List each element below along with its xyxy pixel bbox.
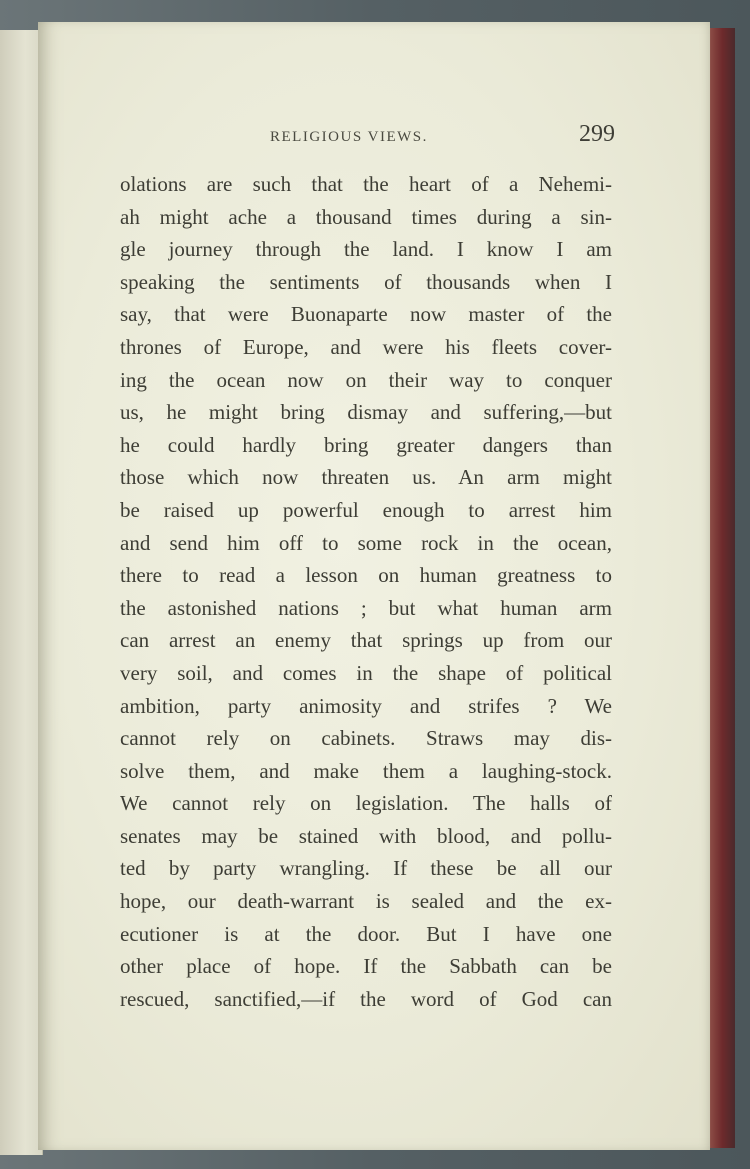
text-line: senates may be stained with blood, and pollu-	[120, 823, 612, 848]
text-line: We cannot rely on legislation. The halls of	[120, 791, 612, 816]
text-line: ah might ache a thousand times during a sin-	[120, 204, 612, 229]
text-line: olations are such that the heart of a Nehemi-	[120, 172, 612, 196]
text-line: those which now threaten us. An arm might	[120, 465, 612, 490]
text-line: and send him off to some rock in the ocean,	[120, 530, 612, 555]
text-line: there to read a lesson on human greatness to	[120, 563, 612, 588]
text-line: he could hardly bring greater dangers than	[120, 432, 612, 457]
text-line: the astonished nations ; but what human arm	[120, 595, 612, 620]
text-line: other place of hope. If the Sabbath can be	[120, 954, 612, 979]
text-line: can arrest an enemy that springs up from our	[120, 628, 612, 653]
text-line: gle journey through the land. I know I am	[120, 237, 612, 262]
page-header	[270, 121, 615, 155]
text-line: rescued, sanctified,—if the word of God can	[120, 986, 612, 1011]
text-line: ambition, party animosity and strifes ? We	[120, 693, 612, 718]
text-line: be raised up powerful enough to arrest him	[120, 497, 612, 522]
text-line: cannot rely on cabinets. Straws may dis-	[120, 726, 612, 751]
text-line: us, he might bring dismay and suffering,—but	[120, 400, 612, 425]
text-line: solve them, and make them a laughing-stock.	[120, 758, 612, 783]
running-head: RELIGIOUS VIEWS.	[270, 129, 428, 145]
text-line: speaking the sentiments of thousands when I	[120, 269, 612, 294]
text-line: very soil, and comes in the shape of political	[120, 660, 612, 685]
text-line: ing the ocean now on their way to conquer	[120, 367, 612, 392]
text-line: say, that were Buonaparte now master of the	[120, 302, 612, 327]
body-text	[120, 168, 612, 1015]
text-line: thrones of Europe, and were his fleets cover-	[120, 334, 612, 359]
left-page-edge	[0, 30, 43, 1155]
page-number: 299	[579, 121, 615, 147]
text-line: ecutioner is at the door. But I have one	[120, 921, 612, 946]
text-line: ted by party wrangling. If these be all our	[120, 856, 612, 881]
text-line: hope, our death-warrant is sealed and the ex-	[120, 889, 612, 914]
